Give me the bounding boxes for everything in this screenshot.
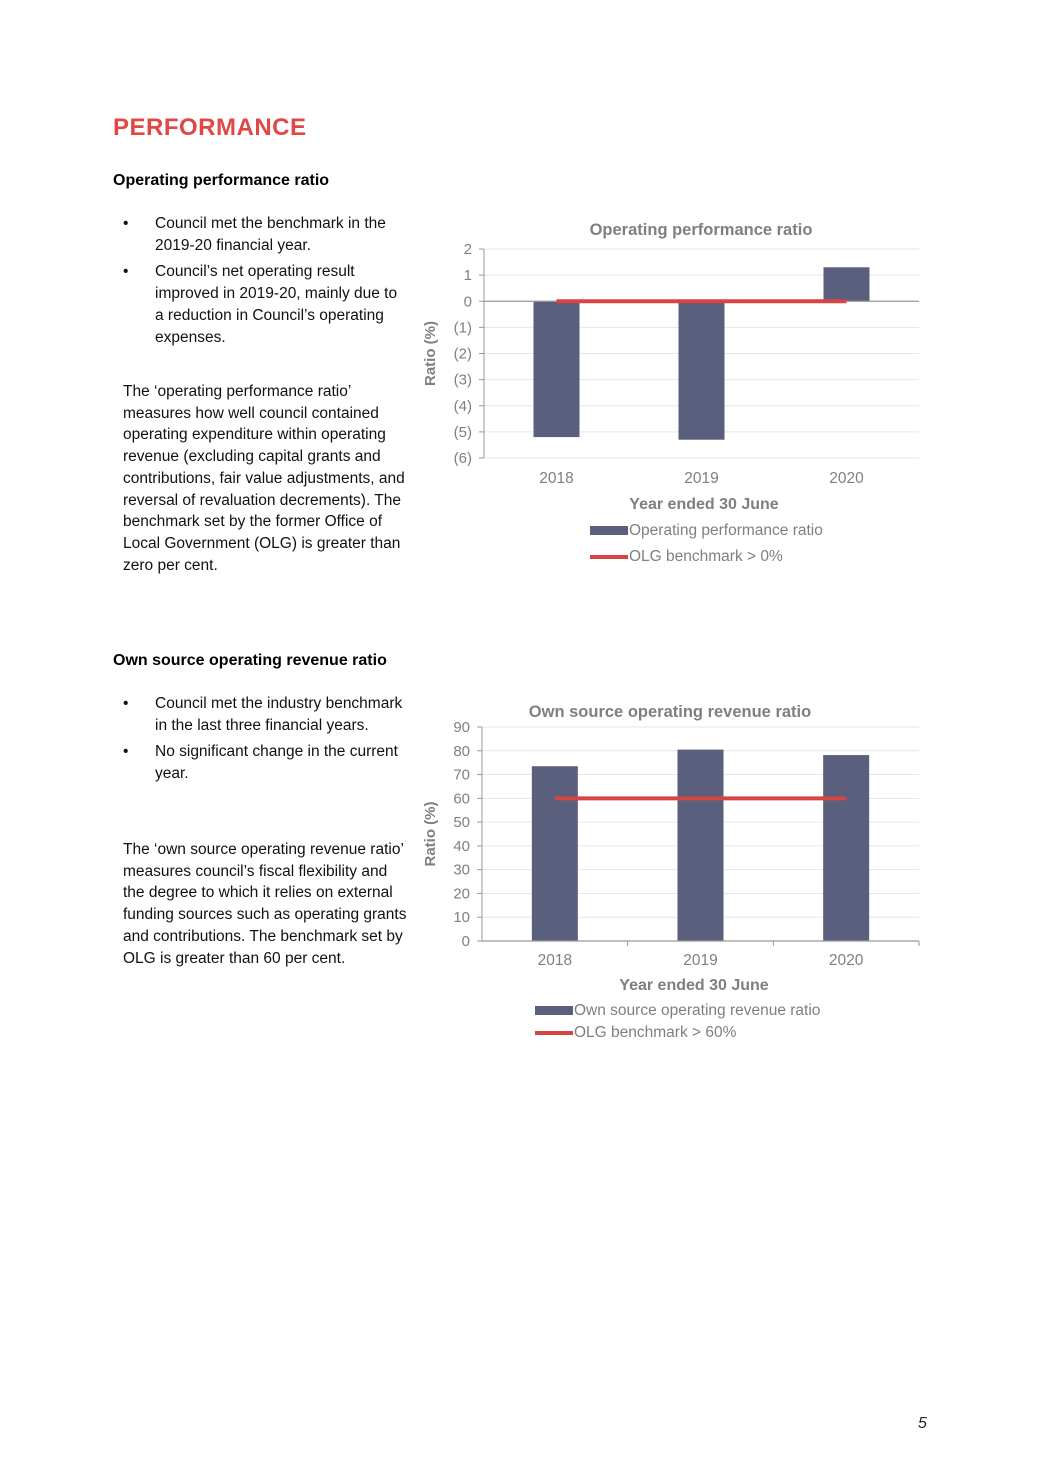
paragraph-own-source: The ‘own source operating revenue ratio’ measures council’s fiscal flexibility and the degree to which it relies on external funding sources such as operating grants and contributions. The benchmark set by OLG is greater than 60 per cent.: [123, 841, 407, 967]
y-axis-label: Ratio (%): [422, 321, 439, 386]
legend-benchmark-swatch: [590, 555, 628, 559]
list-item: [123, 213, 408, 256]
bar: [534, 301, 580, 437]
x-tick-label: 2020: [828, 952, 864, 969]
legend-series-label: Own source operating revenue ratio: [574, 1002, 821, 1019]
x-axis-label: Year ended 30 June: [619, 977, 769, 994]
list-item: [123, 261, 408, 348]
y-tick-label: (1): [453, 319, 472, 337]
bar: [532, 766, 578, 941]
bullet-list-operating-performance: [123, 213, 408, 353]
section-title-operating-performance: Operating performance ratio: [113, 172, 330, 189]
legend-series-label: Operating performance ratio: [629, 522, 823, 539]
legend-benchmark-swatch: [535, 1031, 573, 1035]
legend-bar-swatch: [535, 1006, 573, 1015]
bullet-text: Council met the benchmark in the 2019-20 financial year.: [155, 215, 386, 254]
x-tick-label: 2020: [829, 470, 864, 487]
legend-benchmark-label: OLG benchmark > 0%: [629, 548, 783, 565]
x-tick-label: 2018: [539, 470, 574, 487]
section-title-own-source: Own source operating revenue ratio: [113, 652, 387, 669]
chart-operating-performance-ratio: [410, 210, 940, 580]
bullet-list-own-source: [123, 693, 408, 790]
y-tick-label: 2: [463, 241, 472, 258]
y-tick-label: 1: [463, 267, 472, 285]
y-tick-label: (6): [453, 450, 472, 467]
y-tick-label: 70: [453, 766, 470, 784]
x-tick-label: 2018: [537, 952, 573, 969]
bar: [823, 755, 869, 941]
x-tick-label: 2019: [683, 952, 718, 969]
y-tick-label: 20: [453, 885, 470, 903]
y-tick-label: 0: [463, 293, 472, 311]
bullet-icon: •: [123, 695, 129, 712]
y-tick-label: 80: [453, 742, 470, 760]
y-axis-label: Ratio (%): [422, 801, 439, 867]
bar: [824, 267, 870, 301]
y-tick-label: 50: [453, 814, 470, 832]
paragraph-operating-performance: The ‘operating performance ratio’ measures how well council contained operating expenditure within operating revenue (excluding capital grants and contributions, fair value adjustments, and reversal of revaluation decrements). The benchmark set by the former Office of Local Government (OLG) is greater than zero per cent.: [123, 383, 405, 574]
list-item: [123, 741, 408, 784]
y-tick-label: (5): [453, 423, 472, 441]
legend-benchmark-label: OLG benchmark > 60%: [574, 1024, 737, 1041]
chart-own-source-operating-revenue-ratio: [410, 690, 940, 1050]
y-tick-label: 30: [453, 861, 470, 879]
chart-title: Operating performance ratio: [589, 221, 813, 239]
y-tick-label: (2): [453, 345, 472, 363]
page-number: 5: [918, 1415, 927, 1432]
legend-bar-swatch: [590, 526, 628, 535]
list-item: [123, 693, 408, 736]
y-tick-label: 90: [453, 719, 470, 736]
y-tick-label: 0: [461, 933, 470, 950]
bullet-icon: •: [123, 263, 129, 281]
bar: [679, 301, 725, 439]
bullet-text: Council’s net operating result improved in 2019-20, mainly due to a reduction in Council’s operating expenses.: [155, 263, 398, 346]
chart-title: Own source operating revenue ratio: [528, 703, 812, 721]
y-tick-label: (3): [453, 371, 472, 389]
bullet-text: No significant change in the current year.: [155, 743, 398, 783]
bar: [678, 750, 724, 941]
bullet-icon: •: [123, 215, 129, 232]
x-axis-label: Year ended 30 June: [629, 496, 779, 513]
y-tick-label: 60: [453, 790, 470, 808]
x-tick-label: 2019: [684, 470, 719, 487]
y-tick-label: 40: [453, 837, 470, 855]
y-tick-label: 10: [453, 909, 470, 927]
page-heading: PERFORMANCE: [113, 114, 307, 141]
bullet-text: Council met the industry benchmark in the last three financial years.: [155, 695, 403, 734]
y-tick-label: (4): [453, 397, 472, 415]
bullet-icon: •: [123, 743, 129, 761]
